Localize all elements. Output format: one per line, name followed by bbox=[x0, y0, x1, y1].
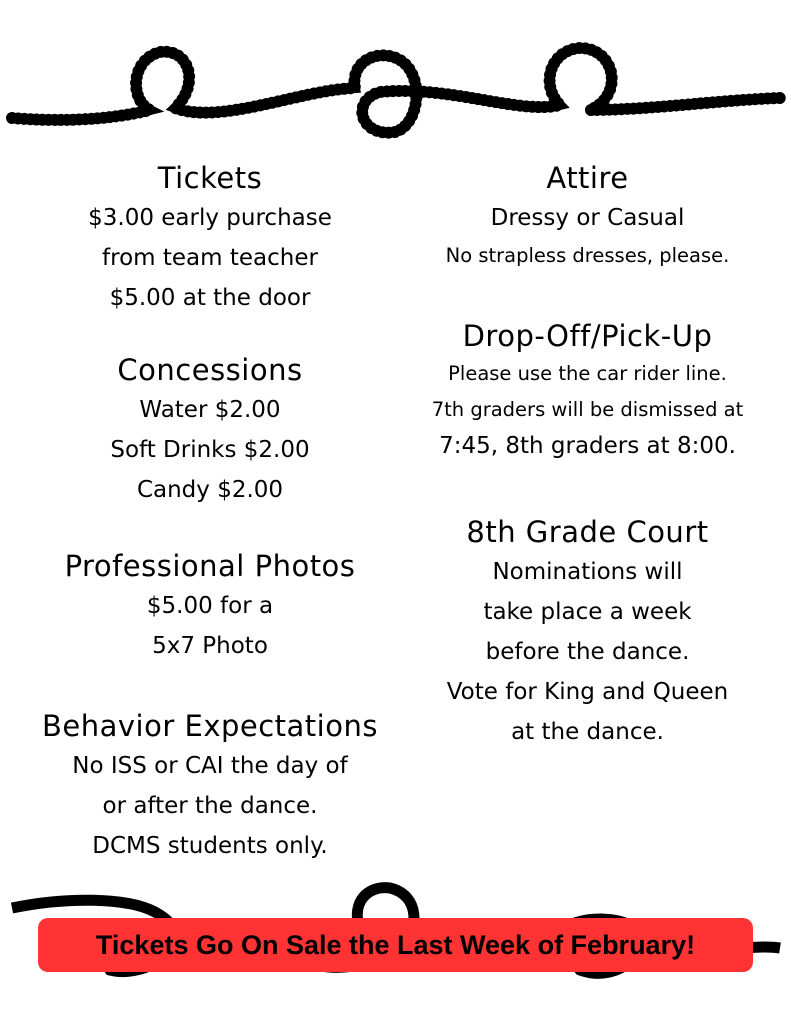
court-section bbox=[400, 512, 775, 752]
photos-heading: Professional Photos bbox=[64, 549, 356, 583]
tickets-section bbox=[40, 158, 380, 318]
dropoff-heading: Drop-Off/Pick-Up bbox=[462, 319, 713, 353]
concessions-line: Soft Drinks $2.00 bbox=[110, 437, 310, 463]
attire-line: Dressy or Casual bbox=[490, 205, 685, 231]
dropoff-line: 7:45, 8th graders at 8:00. bbox=[439, 433, 736, 459]
tickets-line: $3.00 early purchase bbox=[88, 205, 332, 231]
tickets-heading: Tickets bbox=[157, 161, 263, 195]
concessions-line: Water $2.00 bbox=[139, 397, 281, 423]
photos-section bbox=[40, 546, 380, 666]
attire-heading: Attire bbox=[546, 161, 629, 195]
behavior-section bbox=[30, 706, 390, 866]
tickets-line: from team teacher bbox=[102, 245, 318, 271]
court-heading: 8th Grade Court bbox=[466, 515, 709, 549]
concessions-heading: Concessions bbox=[117, 353, 303, 387]
concessions-section bbox=[40, 350, 380, 510]
court-line: Nominations will bbox=[492, 559, 683, 585]
dropoff-section bbox=[400, 316, 775, 464]
attire-section bbox=[400, 158, 775, 274]
behavior-line: No ISS or CAI the day of bbox=[72, 753, 348, 779]
rope-border-top bbox=[0, 30, 791, 140]
attire-line: No strapless dresses, please. bbox=[445, 244, 730, 267]
dropoff-line: Please use the car rider line. bbox=[448, 362, 727, 385]
court-line: Vote for King and Queen bbox=[446, 679, 729, 705]
court-line: take place a week bbox=[483, 599, 692, 625]
photos-line: 5x7 Photo bbox=[152, 633, 268, 659]
behavior-line: DCMS students only. bbox=[92, 833, 328, 859]
tickets-line: $5.00 at the door bbox=[109, 285, 311, 311]
dropoff-line: 7th graders will be dismissed at bbox=[431, 398, 744, 421]
behavior-heading: Behavior Expectations bbox=[42, 709, 378, 743]
sale-banner bbox=[38, 918, 753, 972]
photos-line: $5.00 for a bbox=[146, 593, 274, 619]
sale-banner-text: Tickets Go On Sale the Last Week of February! bbox=[95, 929, 696, 960]
court-line: before the dance. bbox=[485, 639, 690, 665]
concessions-line: Candy $2.00 bbox=[136, 477, 284, 503]
court-line: at the dance. bbox=[511, 719, 664, 745]
behavior-line: or after the dance. bbox=[102, 793, 318, 819]
